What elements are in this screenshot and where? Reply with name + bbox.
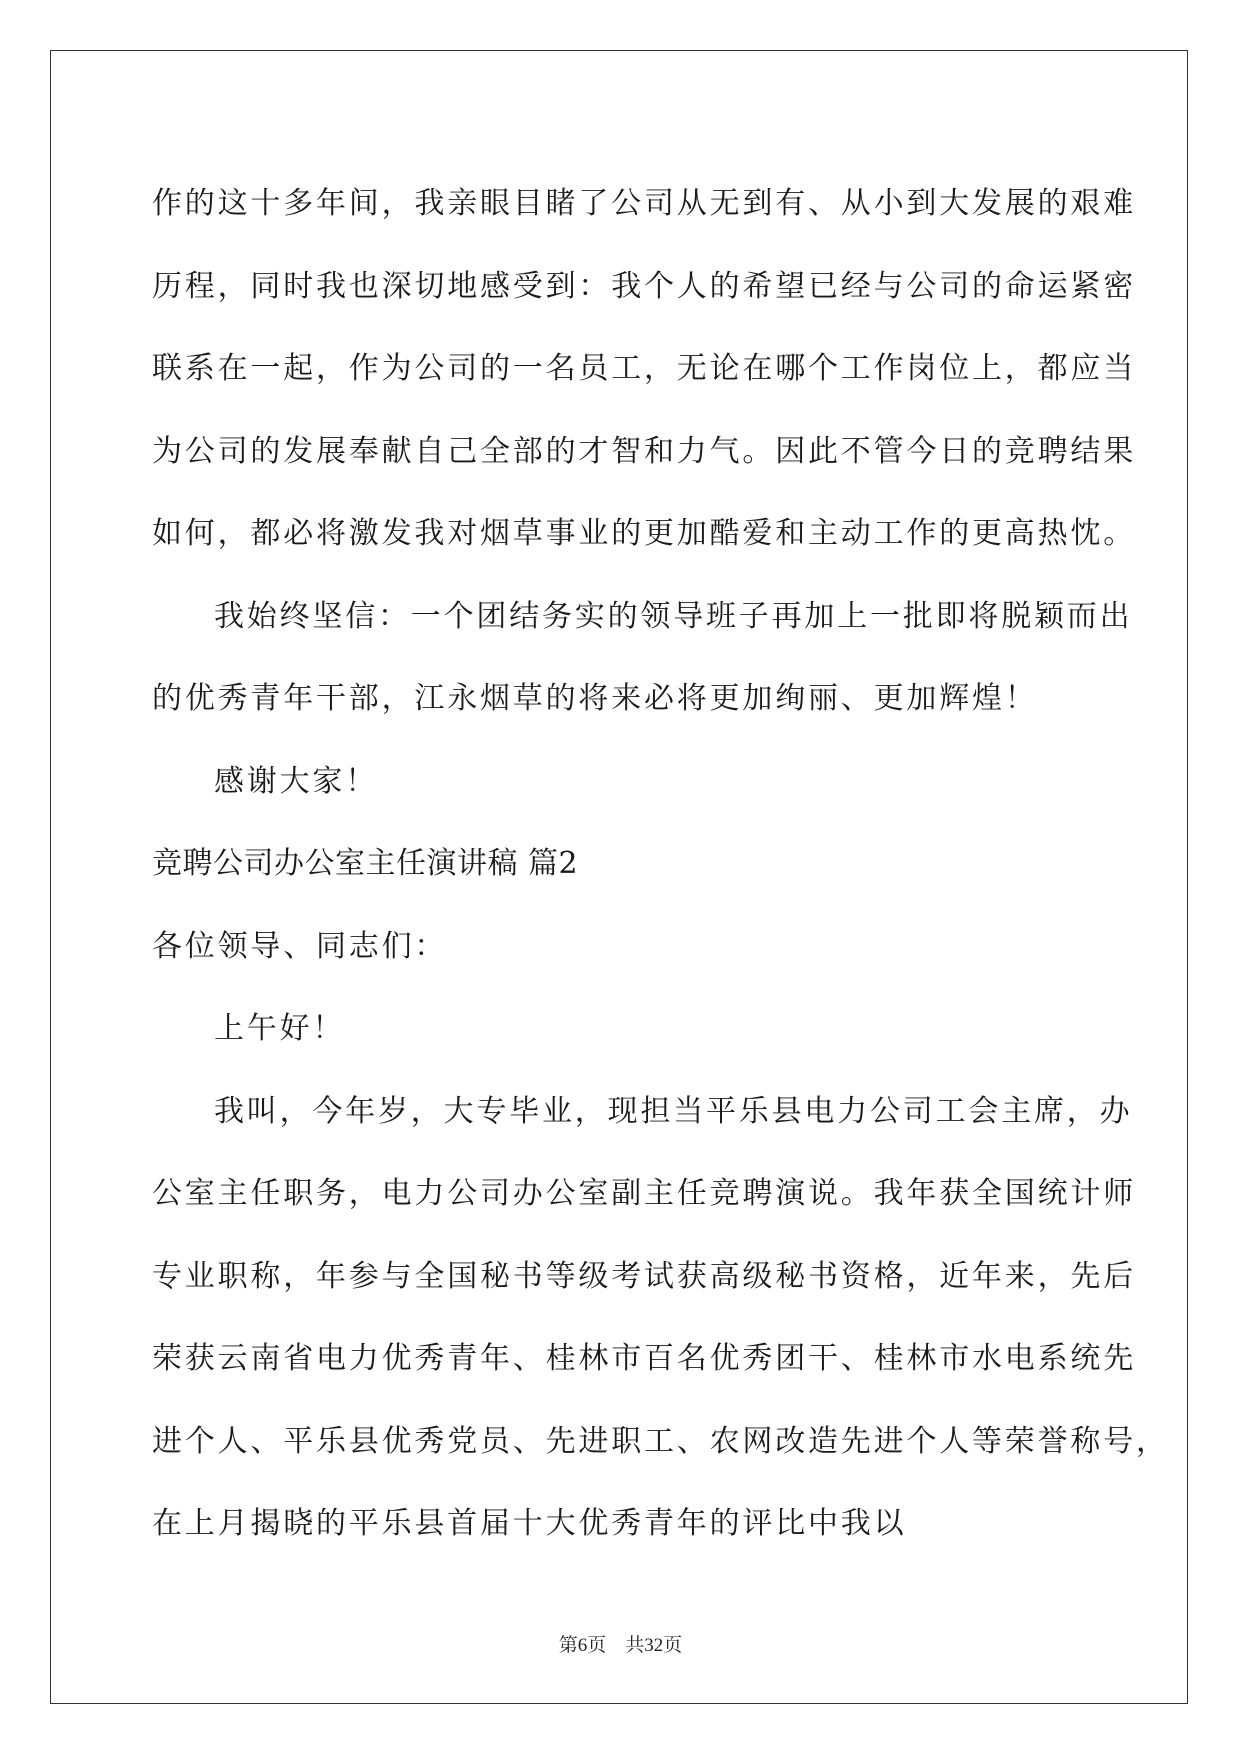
text-line: 作的这十多年间，我亲眼目睹了公司从无到有、从小到大发展的艰难 <box>152 186 1136 221</box>
text-line: 在上月揭晓的平乐县首届十大优秀青年的评比中我以 <box>152 1506 907 1541</box>
total-label-suffix: 页 <box>663 1635 683 1656</box>
text-line: 感谢大家！ <box>214 763 378 799</box>
greeting: 上午好！ <box>214 1011 346 1046</box>
page-label-prefix: 第 <box>558 1635 578 1656</box>
text-line: 我叫，今年岁，大专毕业，现担当平乐县电力公司工会主席，办 <box>214 1093 1133 1129</box>
document-body <box>152 163 1169 1566</box>
total-label-prefix: 共 <box>625 1635 645 1656</box>
text-line: 历程，同时我也深切地感受到：我个人的希望已经与公司的命运紧密 <box>152 268 1136 304</box>
page-label-suffix: 页 <box>587 1635 607 1656</box>
page-footer <box>0 1630 1241 1657</box>
text-line: 的优秀青年干部，江永烟草的将来必将更加绚丽、更加辉煌！ <box>152 681 1038 716</box>
text-line: 荣获云南省电力优秀青年、桂林市百名优秀团干、桂林市水电系统先 <box>152 1341 1136 1376</box>
total-pages: 32 <box>644 1635 664 1656</box>
text-line: 联系在一起，作为公司的一名员工，无论在哪个工作岗位上，都应当 <box>152 351 1136 386</box>
page-number: 6 <box>577 1635 588 1656</box>
text-line: 专业职称，年参与全国秘书等级考试获高级秘书资格，近年来，先后 <box>152 1258 1136 1294</box>
text-line: 我始终坚信：一个团结务实的领导班子再加上一批即将脱颖而出 <box>214 598 1133 634</box>
section-heading: 竞聘公司办公室主任演讲稿 篇2 <box>152 846 579 881</box>
text-line: 为公司的发展奉献自己全部的才智和力气。因此不管今日的竞聘结果 <box>152 433 1136 469</box>
salutation: 各位领导、同志们： <box>152 928 448 964</box>
text-line: 进个人、平乐县优秀党员、先进职工、农网改造先进个人等荣誉称号， <box>152 1423 1169 1459</box>
text-line: 公室主任职务，电力公司办公室副主任竞聘演说。我年获全国统计师 <box>152 1176 1136 1211</box>
text-line: 如何，都必将激发我对烟草事业的更加酷爱和主动工作的更高热忱。 <box>152 516 1136 551</box>
